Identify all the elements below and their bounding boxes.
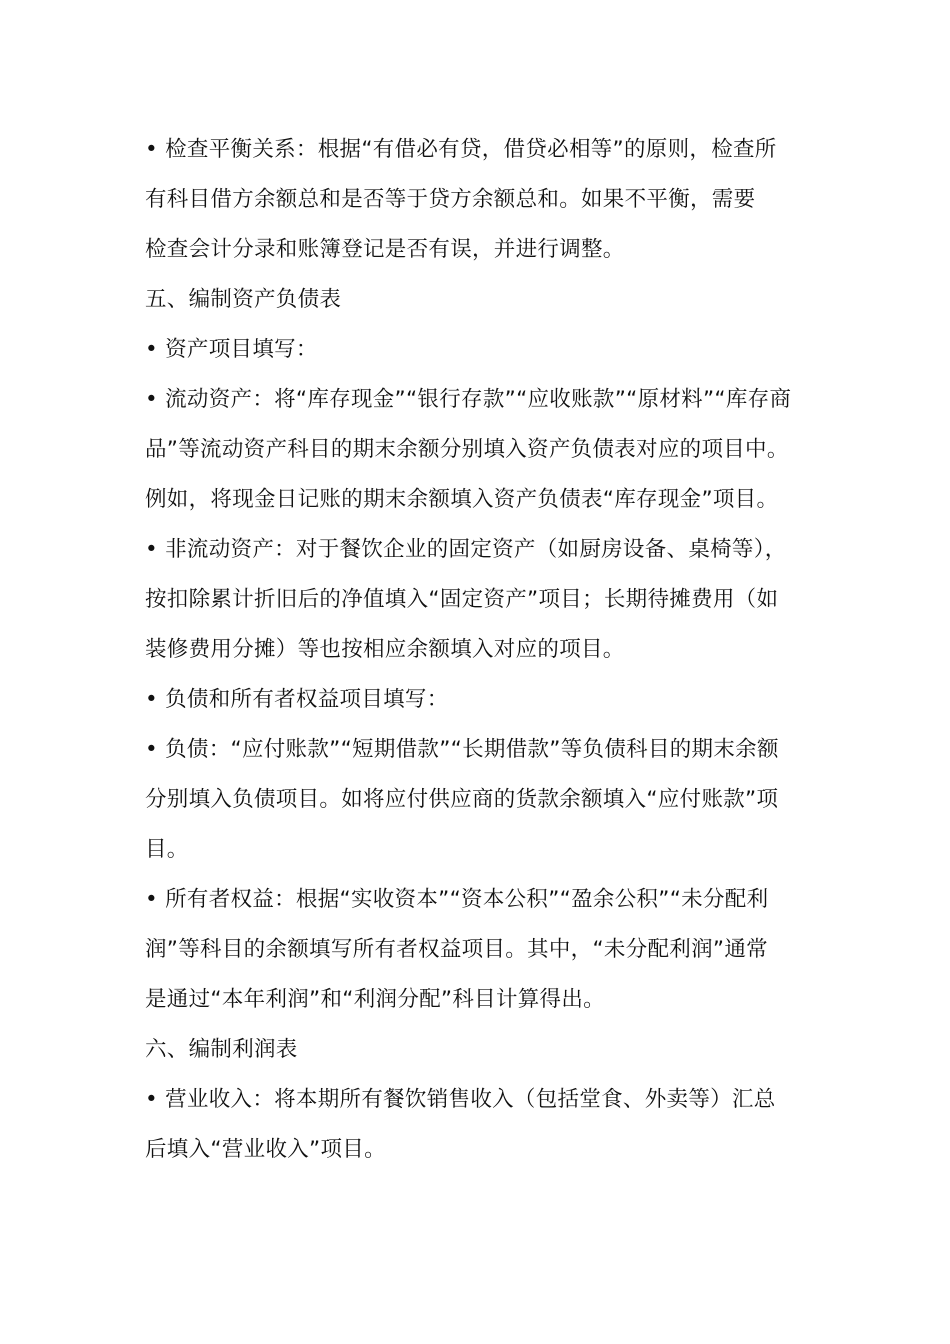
bullet-line: • 非流动资产：对于餐饮企业的固定资产（如厨房设备、桌椅等）， <box>145 537 787 562</box>
text-line: 品”等流动资产科目的期末余额分别填入资产负债表对应的项目中。 <box>145 437 789 462</box>
text-line: 分别填入负债项目。如将应付供应商的货款余额填入“应付账款”项 <box>145 787 779 812</box>
bullet-line: • 负债：“应付账款”“短期借款”“长期借款”等负债科目的期末余额 <box>145 737 779 762</box>
bullet-line: • 资产项目填写： <box>145 337 318 362</box>
bullet-line: • 所有者权益：根据“实收资本”“资本公积”“盈余公积”“未分配利 <box>145 887 769 912</box>
section-heading: 六、编制利润表 <box>145 1037 298 1062</box>
text-line: 检查会计分录和账簿登记是否有误，并进行调整。 <box>145 237 625 262</box>
text-line: 目。 <box>145 837 189 862</box>
text-line: 装修费用分摊）等也按相应余额填入对应的项目。 <box>145 637 625 662</box>
section-heading: 五、编制资产负债表 <box>145 287 342 312</box>
text-line: 润”等科目的余额填写所有者权益项目。其中，“未分配利润”通常 <box>145 937 768 962</box>
text-line: 例如，将现金日记账的期末余额填入资产负债表“库存现金”项目。 <box>145 487 779 512</box>
bullet-line: • 负债和所有者权益项目填写： <box>145 687 449 712</box>
bullet-line: • 流动资产：将“库存现金”“银行存款”“应收账款”“原材料”“库存商 <box>145 387 792 412</box>
bullet-line: • 营业收入：将本期所有餐饮销售收入（包括堂食、外卖等）汇总 <box>145 1087 776 1112</box>
text-line: 按扣除累计折旧后的净值填入“固定资产”项目；长期待摊费用（如 <box>145 587 779 612</box>
bullet-line: • 检查平衡关系：根据“有借必有贷，借贷必相等”的原则，检查所 <box>145 137 777 162</box>
text-line: 有科目借方余额总和是否等于贷方余额总和。如果不平衡，需要 <box>145 187 756 212</box>
text-line: 后填入“营业收入”项目。 <box>145 1137 386 1162</box>
text-line: 是通过“本年利润”和“利润分配”科目计算得出。 <box>145 987 605 1012</box>
